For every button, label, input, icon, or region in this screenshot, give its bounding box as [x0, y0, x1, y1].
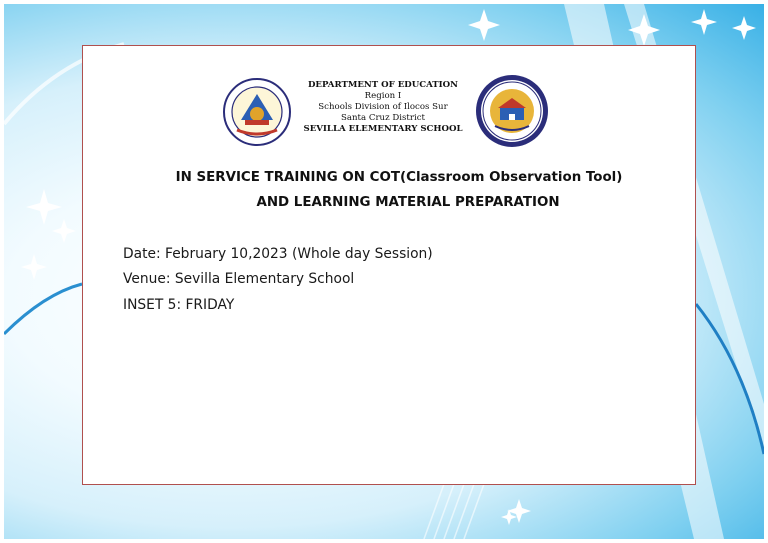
- deped-seal-icon: [223, 78, 291, 146]
- date-line: Date: February 10,2023 (Whole day Session): [123, 246, 433, 262]
- department-name: DEPARTMENT OF EDUCATION: [307, 80, 459, 90]
- district-name: Santa Cruz District: [341, 113, 425, 123]
- training-title-line-2: AND LEARNING MATERIAL PREPARATION: [256, 195, 560, 210]
- division-name: Schools Division of Ilocos Sur: [318, 102, 448, 112]
- inset-line: INSET 5: FRIDAY: [123, 297, 235, 313]
- school-name: SEVILLA ELEMENTARY SCHOOL: [303, 124, 463, 134]
- letterhead: [291, 80, 475, 135]
- training-title-line-1: IN SERVICE TRAINING ON COT(Classroom Observation Tool): [175, 170, 623, 185]
- sevilla-school-seal-icon: [475, 74, 549, 148]
- region-name: Region I: [364, 91, 402, 101]
- training-card: [82, 45, 696, 485]
- venue-line: Venue: Sevilla Elementary School: [123, 271, 355, 287]
